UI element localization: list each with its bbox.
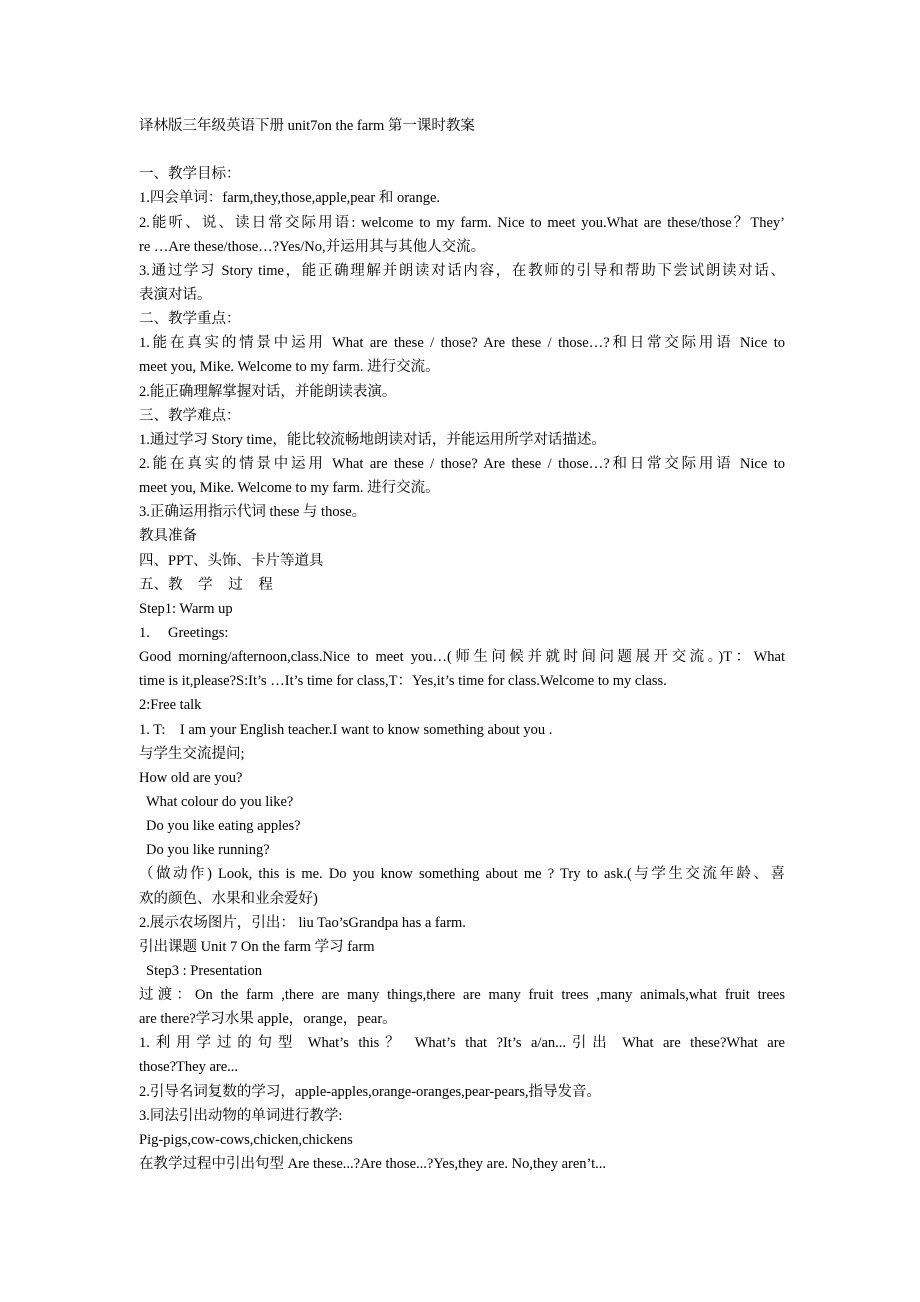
lesson-plan-body — [139, 114, 785, 1176]
text-line: those?They are... — [139, 1059, 239, 1076]
text-line: 1. T: I am your English teacher.I want to know something about you . — [139, 721, 553, 738]
text-line: 1.利用学过的句型 What’s this？ What’s that ?It’s a/an...引出 What are these?What are — [139, 1035, 785, 1052]
text-line: 过渡：On the farm ,there are many things,there are many fruit trees ,many animals,what fruit trees — [139, 987, 785, 1004]
text-line: 3.通过学习 Story time，能正确理解并朗读对话内容，在教师的引导和帮助下尝试朗读对话、 — [139, 262, 785, 279]
text-line: meet you, Mike. Welcome to my farm. 进行交流。 — [139, 480, 440, 497]
text-line: 2.能正确理解掌握对话，并能朗读表演。 — [139, 383, 397, 400]
text-line: Do you like running? — [146, 842, 270, 859]
text-line: 表演对话。 — [139, 286, 212, 303]
text-line: 3.正确运用指示代词 these 与 those。 — [139, 504, 367, 521]
text-line: Do you like eating apples? — [146, 818, 301, 835]
text-line: 1.能在真实的情景中运用 What are these / those? Are these / those…?和日常交际用语 Nice to — [139, 335, 785, 352]
document-title: 译林版三年级英语下册 unit7on the farm 第一课时教案 — [139, 118, 475, 134]
step-heading: Step3 : Presentation — [146, 962, 262, 979]
text-line: 1.四会单词：farm,they,those,apple,pear 和 orange. — [139, 190, 441, 207]
text-line: 引出课题 Unit 7 On the farm 学习 farm — [139, 938, 375, 955]
text-line: What colour do you like? — [146, 793, 294, 810]
text-line: are there?学习水果 apple，orange，pear。 — [139, 1011, 397, 1028]
text-line: time is it,please?S:It’s …It’s time for class,T：Yes,it’s time for class.Welcome to my class. — [139, 673, 667, 690]
heading-objectives: 一、教学目标： — [139, 166, 241, 183]
text-line: How old are you? — [139, 769, 243, 786]
text-line: （做动作) Look, this is me. Do you know something about me ? Try to ask.(与学生交流年龄、喜 — [139, 866, 785, 883]
heading-difficulties: 三、教学难点： — [139, 407, 241, 424]
text-line: 与学生交流提问; — [139, 745, 245, 762]
text-line: 四、PPT、头饰、卡片等道具 — [139, 552, 324, 569]
text-line: meet you, Mike. Welcome to my farm. 进行交流。 — [139, 359, 440, 376]
step-heading: Step1: Warm up — [139, 600, 233, 617]
text-line: 2.能听、说、读日常交际用语: welcome to my farm. Nice to meet you.What are these/those？They’ — [139, 214, 785, 231]
text-line: re …Are these/those…?Yes/No,并运用其与其他人交流。 — [139, 238, 486, 255]
text-line: Good morning/afternoon,class.Nice to meet you…(师生问候并就时间问题展开交流。)T：What — [139, 649, 785, 666]
heading-materials: 教具准备 — [139, 528, 197, 545]
text-line: 2.展示农场图片，引出： liu Tao’sGrandpa has a farm. — [139, 914, 466, 931]
text-line: 1. Greetings: — [139, 624, 229, 641]
text-line: 1.通过学习 Story time，能比较流畅地朗读对话，并能运用所学对话描述。 — [139, 431, 606, 448]
heading-process: 五、教 学 过 程 — [139, 576, 273, 593]
heading-key-points: 二、教学重点： — [139, 311, 241, 328]
text-line: 在教学过程中引出句型 Are these...?Are those...?Yes,they are. No,they aren’t... — [139, 1156, 606, 1173]
text-line: 2.引导名词复数的学习，apple-apples,orange-oranges,pear-pears,指导发音。 — [139, 1083, 601, 1100]
text-line: 欢的颜色、水果和业余爱好) — [139, 890, 318, 907]
text-line: 3.同法引出动物的单词进行教学: — [139, 1107, 343, 1124]
text-line: 2:Free talk — [139, 697, 202, 714]
text-line: Pig-pigs,cow-cows,chicken,chickens — [139, 1131, 353, 1148]
text-line: 2.能在真实的情景中运用 What are these / those? Are these / those…?和日常交际用语 Nice to — [139, 455, 785, 472]
